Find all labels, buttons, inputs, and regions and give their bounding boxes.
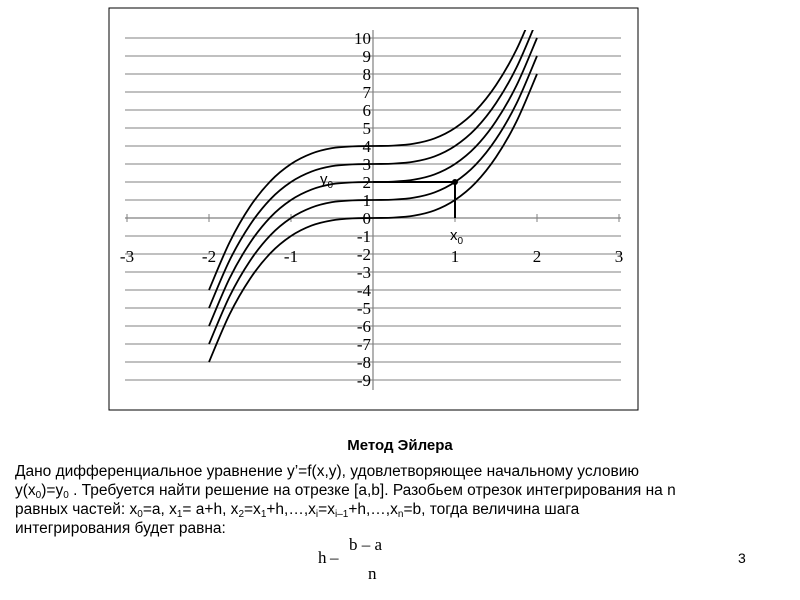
y-tick-label: -3 [356,263,371,282]
y-tick-label: -6 [356,317,371,336]
y-tick-label: 7 [362,83,371,102]
y-tick-label: 5 [362,119,371,138]
formula-numerator: b – a [349,535,383,554]
y-tick-label: -8 [356,353,371,372]
subscript: 2 [238,509,244,520]
method-description [15,462,780,538]
step-formula [312,535,402,587]
initial-point-marker [452,179,458,185]
y-tick-label: 10 [354,29,371,48]
subscript: 0 [63,490,69,501]
x-tick-label: 1 [450,247,460,266]
subscript: i [315,509,319,520]
description-line-3 [15,500,780,519]
text-fragment: =a, x [142,501,177,518]
text-fragment: =b, тогда величина шага [403,501,580,518]
description-line-4: интегрирования будет равна: [15,520,226,537]
subscript: i–1 [334,509,349,520]
subscript: n [397,509,404,520]
y0-annotation-sub: 0 [327,180,334,191]
x-tick-label: 2 [532,247,542,266]
subscript: 1 [260,509,267,520]
y-tick-label: -4 [356,281,371,300]
text-fragment: равных частей: x [15,501,138,518]
y-tick-label: -7 [356,335,371,354]
formula-denominator: n [368,564,377,583]
description-line-2 [15,481,780,500]
x-tick-label: -3 [119,247,135,266]
y-tick-label: 9 [362,47,371,66]
subscript: 0 [35,490,42,501]
text-fragment: =x [318,501,335,518]
text-fragment: = a+h, x [182,501,239,518]
x0-annotation-sub: 0 [457,236,464,247]
text-fragment: +h,…,x [266,501,316,518]
y-tick-label: 0 [362,209,371,228]
y0-annotation-base: y [320,171,328,188]
x0-annotation-base: x [450,227,458,244]
subscript: 0 [137,509,143,520]
y-tick-label: 3 [362,155,371,174]
section-heading: Метод Эйлера [347,437,453,454]
text-fragment: y(x [15,482,36,499]
formula-lhs: h [318,548,327,567]
y-tick-label: -1 [356,227,371,246]
y-tick-label: 4 [362,137,371,156]
x-tick-label: -2 [201,247,217,266]
y-tick-label: 1 [362,191,371,210]
formula-operator: – [330,548,339,567]
page-number: 3 [738,550,746,566]
subscript: 1 [176,509,183,520]
y-tick-label: -9 [356,371,371,390]
y-tick-label: 6 [362,101,371,120]
y-tick-label: -2 [356,245,371,264]
x-tick-label: -1 [283,247,299,266]
text-fragment: )=y [41,482,64,499]
y-tick-label: 2 [362,173,371,192]
text-fragment: . Требуется найти решение на отрезке [a,b]. Разобьем отрезок интегрирования на n [68,482,676,499]
x-tick-label: 3 [614,247,624,266]
text-fragment: +h,…,x [348,501,398,518]
description-line-1: Дано дифференциальное уравнение y’=f(x,y), удовлетворяющее начальному условию [15,463,639,480]
y-tick-label: 8 [362,65,371,84]
y-tick-label: -5 [356,299,371,318]
text-fragment: =x [244,501,261,518]
